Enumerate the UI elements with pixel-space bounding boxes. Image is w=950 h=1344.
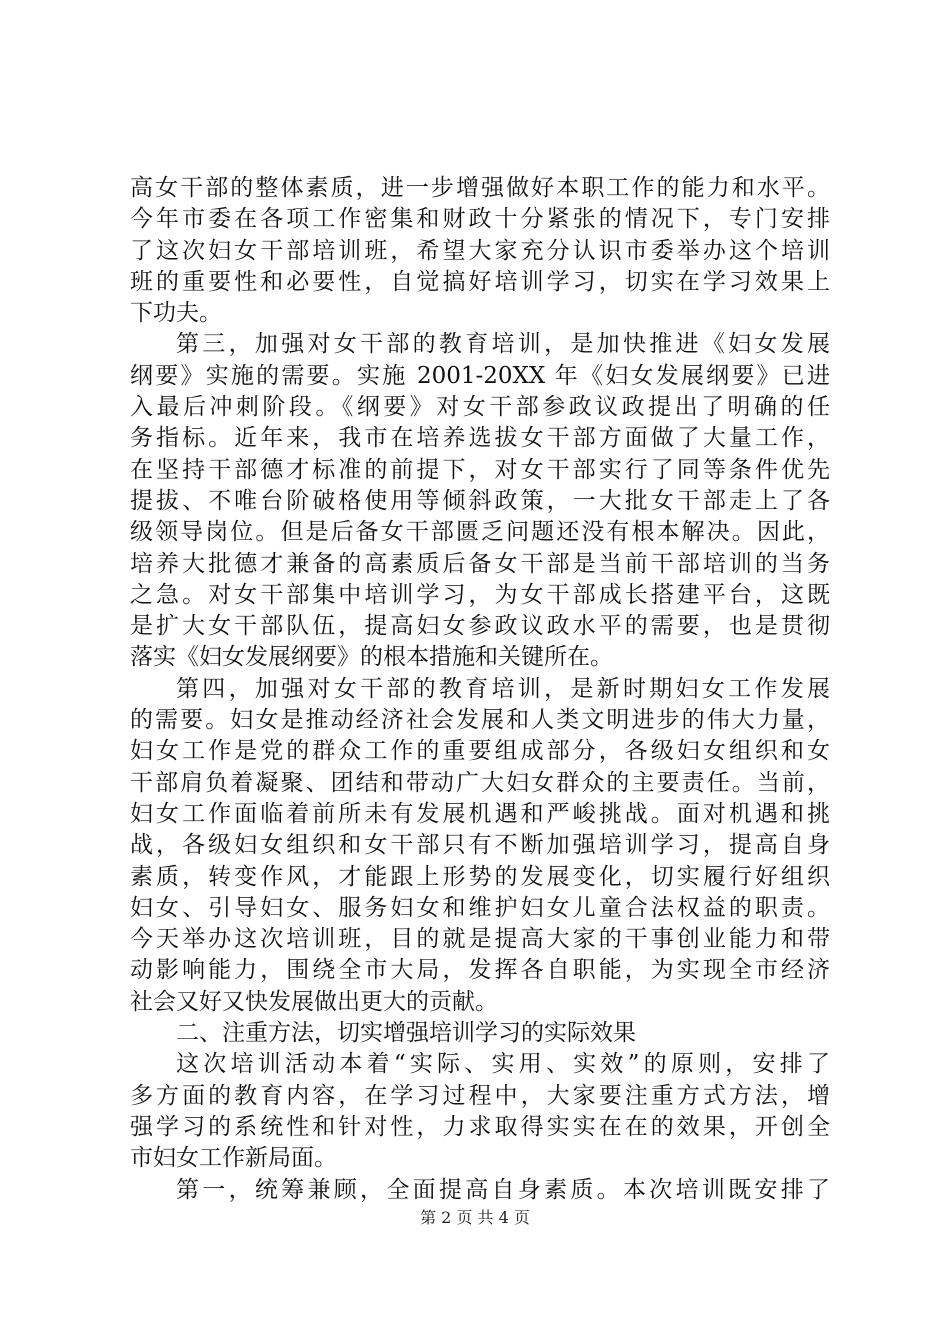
text-line: 务指标。近年来，我市在培养选拔女干部方面做了大量工作， bbox=[130, 425, 830, 452]
page-number-footer: 第 2 页 共 4 页 bbox=[420, 1208, 530, 1227]
text-line: 第三，加强对女干部的教育培训，是加快推进《妇女发展 bbox=[176, 331, 830, 358]
text-line: 落实《妇女发展纲要》的根本措施和关键所在。 bbox=[130, 644, 613, 671]
text-line: 干部肩负着凝聚、团结和带动广大妇女群众的主要责任。当前， bbox=[130, 769, 830, 796]
text-line: 多方面的教育内容，在学习过程中，大家要注重方式方法，增 bbox=[130, 1082, 830, 1109]
text-line: 妇女工作是党的群众工作的重要组成部分，各级妇女组织和女 bbox=[130, 738, 830, 765]
text-line: 素质，转变作风，才能跟上形势的发展变化，切实履行好组织 bbox=[130, 863, 830, 890]
text-line: 动影响能力，围绕全市大局，发挥各自职能，为实现全市经济 bbox=[130, 957, 830, 984]
text-line: 的需要。妇女是推动经济社会发展和人类文明进步的伟大力量， bbox=[130, 707, 830, 734]
text-line: 妇女、引导妇女、服务妇女和维护妇女儿童合法权益的职责。 bbox=[130, 894, 830, 921]
text-line: 是扩大女干部队伍，提高妇女参政议政水平的需要，也是贯彻 bbox=[130, 613, 830, 640]
text-line: 强学习的系统性和针对性，力求取得实实在在的效果，开创全 bbox=[130, 1113, 830, 1140]
document-body bbox=[130, 173, 830, 1206]
text-line: 级领导岗位。但是后备女干部匮乏问题还没有根本解决。因此， bbox=[130, 519, 830, 546]
text-line: 这次培训活动本着“实际、实用、实效”的原则，安排了 bbox=[176, 1051, 830, 1078]
text-line: 战，各级妇女组织和女干部只有不断加强培训学习，提高自身 bbox=[130, 832, 830, 859]
text-line: 社会又好又快发展做出更大的贡献。 bbox=[130, 988, 498, 1015]
text-line: 第四，加强对女干部的教育培训，是新时期妇女工作发展 bbox=[176, 675, 830, 702]
text-line: 第一，统筹兼顾，全面提高自身素质。本次培训既安排了 bbox=[176, 1176, 830, 1203]
text-line: 培养大批德才兼备的高素质后备女干部是当前干部培训的当务 bbox=[130, 550, 830, 577]
text-line: 下功夫。 bbox=[130, 300, 222, 327]
text-line: 之急。对女干部集中培训学习，为女干部成长搭建平台，这既 bbox=[130, 581, 830, 608]
text-line: 高女干部的整体素质，进一步增强做好本职工作的能力和水平。 bbox=[130, 175, 830, 201]
text-line: 二、注重方法，切实增强培训学习的实际效果 bbox=[176, 1020, 636, 1047]
text-line: 今天举办这次培训班，目的就是提高大家的干事创业能力和带 bbox=[130, 926, 830, 953]
text-line: 了这次妇女干部培训班，希望大家充分认识市委举办这个培训 bbox=[130, 237, 830, 264]
text-line: 提拔、不唯台阶破格使用等倾斜政策，一大批女干部走上了各 bbox=[130, 487, 830, 514]
text-line: 班的重要性和必要性，自觉搞好培训学习，切实在学习效果上 bbox=[130, 268, 830, 295]
text-line: 妇女工作面临着前所未有发展机遇和严峻挑战。面对机遇和挑 bbox=[130, 800, 830, 827]
text-line: 在坚持干部德才标准的前提下，对女干部实行了同等条件优先 bbox=[130, 456, 830, 483]
text-line: 纲要》实施的需要。实施 2001-20XX 年《妇女发展纲要》已进 bbox=[130, 362, 830, 389]
text-line: 市妇女工作新局面。 bbox=[130, 1145, 337, 1172]
text-line: 入最后冲刺阶段。《纲要》对女干部参政议政提出了明确的任 bbox=[130, 394, 830, 421]
text-line: 今年市委在各项工作密集和财政十分紧张的情况下，专门安排 bbox=[130, 206, 830, 233]
